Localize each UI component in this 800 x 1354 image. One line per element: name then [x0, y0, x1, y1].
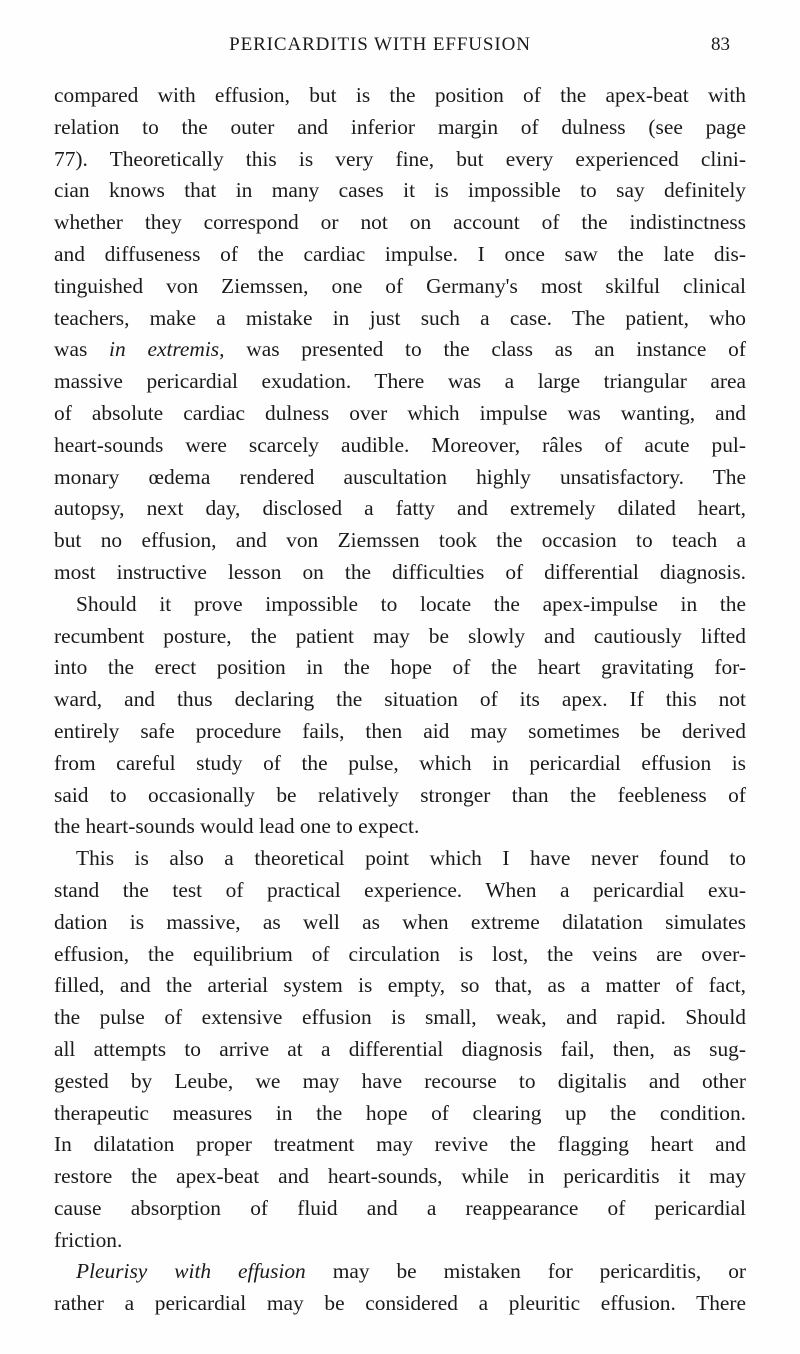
text-segment: all attempts to arrive at a differential diagnosis fail, then, as sug- [54, 1036, 746, 1061]
text-line [54, 875, 746, 907]
text-line [54, 907, 746, 939]
text-segment: compared with effusion, but is the position of the apex-beat with [54, 83, 746, 107]
text-line [54, 1288, 746, 1320]
text-segment: from careful study of the pulse, which in pericardial effusion is [54, 750, 746, 775]
text-line [54, 525, 746, 557]
text-segment: This is also a theoretical point which I have never found to [76, 846, 746, 871]
text-segment: filled, and the arterial system is empty, so that, as a matter of fact, [54, 973, 746, 998]
text-line [54, 1098, 746, 1130]
text-segment: cause absorption of fluid and a reappearance of pericardial [54, 1195, 746, 1220]
text-line [54, 621, 746, 653]
text-segment: therapeutic measures in the hope of clearing up the condition. [54, 1100, 746, 1125]
text-segment: restore the apex-beat and heart-sounds, while in pericarditis it may [54, 1164, 746, 1189]
text-segment: entirely safe procedure fails, then aid may sometimes be derived [54, 718, 746, 743]
text-segment: and diffuseness of the cardiac impulse. I once saw the late dis- [54, 241, 746, 266]
text-line [54, 175, 746, 207]
text-line [54, 1161, 746, 1193]
text-line [54, 80, 746, 112]
text-segment: In dilatation proper treatment may revive the flagging heart and [54, 1132, 746, 1157]
text-line [54, 334, 746, 366]
text-line [54, 1066, 746, 1098]
text-segment: gested by Leube, we may have recourse to digitalis and other [54, 1068, 746, 1093]
text-segment: heart-sounds were scarcely audible. Moreover, râles of acute pul- [54, 432, 746, 457]
text-segment: of absolute cardiac dulness over which impulse was wanting, and [54, 400, 746, 425]
text-segment: effusion, the equilibrium of circulation is lost, the veins are over- [54, 941, 746, 966]
text-segment: massive pericardial exudation. There was a large triangular area [54, 369, 746, 394]
text-line [54, 271, 746, 303]
text-line [54, 939, 746, 971]
text-line [54, 748, 746, 780]
text-segment: teachers, make a mistake in just such a case. The patient, who [54, 305, 746, 330]
text-segment: was [54, 337, 110, 362]
text-segment: most instructive lesson on the difficulties of differential diagnosis. [54, 559, 746, 584]
text-line [54, 207, 746, 239]
text-segment: rather a pericardial may be considered a pleuritic effusion. There [54, 1291, 746, 1316]
text-line [54, 366, 746, 398]
text-line [54, 1225, 746, 1257]
text-line [54, 430, 746, 462]
text-segment: the pulse of extensive effusion is small, weak, and rapid. Should [54, 1005, 746, 1030]
running-head-title: PERICARDITIS WITH EFFUSION [229, 34, 531, 55]
text-line [54, 112, 746, 144]
text-line [54, 493, 746, 525]
text-line [54, 557, 746, 589]
italic-text: Pleurisy with effusion [76, 1259, 306, 1284]
text-line [54, 1129, 746, 1161]
text-line [54, 144, 746, 176]
text-segment: monary œdema rendered auscultation highly unsatisfactory. The [54, 464, 746, 489]
text-segment: may be mistaken for pericarditis, or [305, 1259, 746, 1284]
text-segment: stand the test of practical experience. When a pericardial exu- [54, 877, 746, 902]
italic-text: in extremis, [109, 337, 225, 362]
text-line [54, 1002, 746, 1034]
text-segment: ward, and thus declaring the situation of its apex. If this not [54, 687, 746, 712]
text-segment: 77). Theoretically this is very fine, but every experienced clini- [54, 146, 746, 171]
text-line [54, 811, 746, 843]
text-line [54, 1193, 746, 1225]
page-number: 83 [711, 34, 730, 55]
text-line [54, 652, 746, 684]
text-segment: relation to the outer and inferior margin of dulness (see page [54, 114, 746, 139]
text-line [54, 239, 746, 271]
text-line [54, 780, 746, 812]
text-segment: tinguished von Ziemssen, one of Germany's most skilful clinical [54, 273, 746, 298]
text-segment: recumbent posture, the patient may be slowly and cautiously lifted [54, 623, 746, 648]
text-segment: friction. [54, 1227, 123, 1252]
text-line [54, 1034, 746, 1066]
text-segment: autopsy, next day, disclosed a fatty and extremely dilated heart, [54, 496, 746, 521]
text-line [54, 303, 746, 335]
text-segment: the heart-sounds would lead one to expect. [54, 814, 420, 839]
text-line [54, 398, 746, 430]
text-segment: said to occasionally be relatively stronger than the feebleness of [54, 782, 746, 807]
body-text [54, 80, 746, 1320]
text-segment: cian knows that in many cases it is impossible to say definitely [54, 178, 746, 203]
text-segment: was presented to the class as an instance of [224, 337, 746, 362]
text-segment: into the erect position in the hope of the heart gravitating for- [54, 655, 746, 680]
text-line [54, 843, 746, 875]
text-line [54, 589, 746, 621]
text-segment: whether they correspond or not on account of the indistinctness [54, 210, 746, 235]
text-line [54, 684, 746, 716]
text-line [54, 970, 746, 1002]
text-line [54, 1256, 746, 1288]
text-line [54, 462, 746, 494]
text-line [54, 716, 746, 748]
text-segment: dation is massive, as well as when extreme dilatation simulates [54, 909, 746, 934]
text-segment: but no effusion, and von Ziemssen took the occasion to teach a [54, 528, 746, 553]
text-segment: Should it prove impossible to locate the apex-impulse in the [76, 591, 746, 616]
